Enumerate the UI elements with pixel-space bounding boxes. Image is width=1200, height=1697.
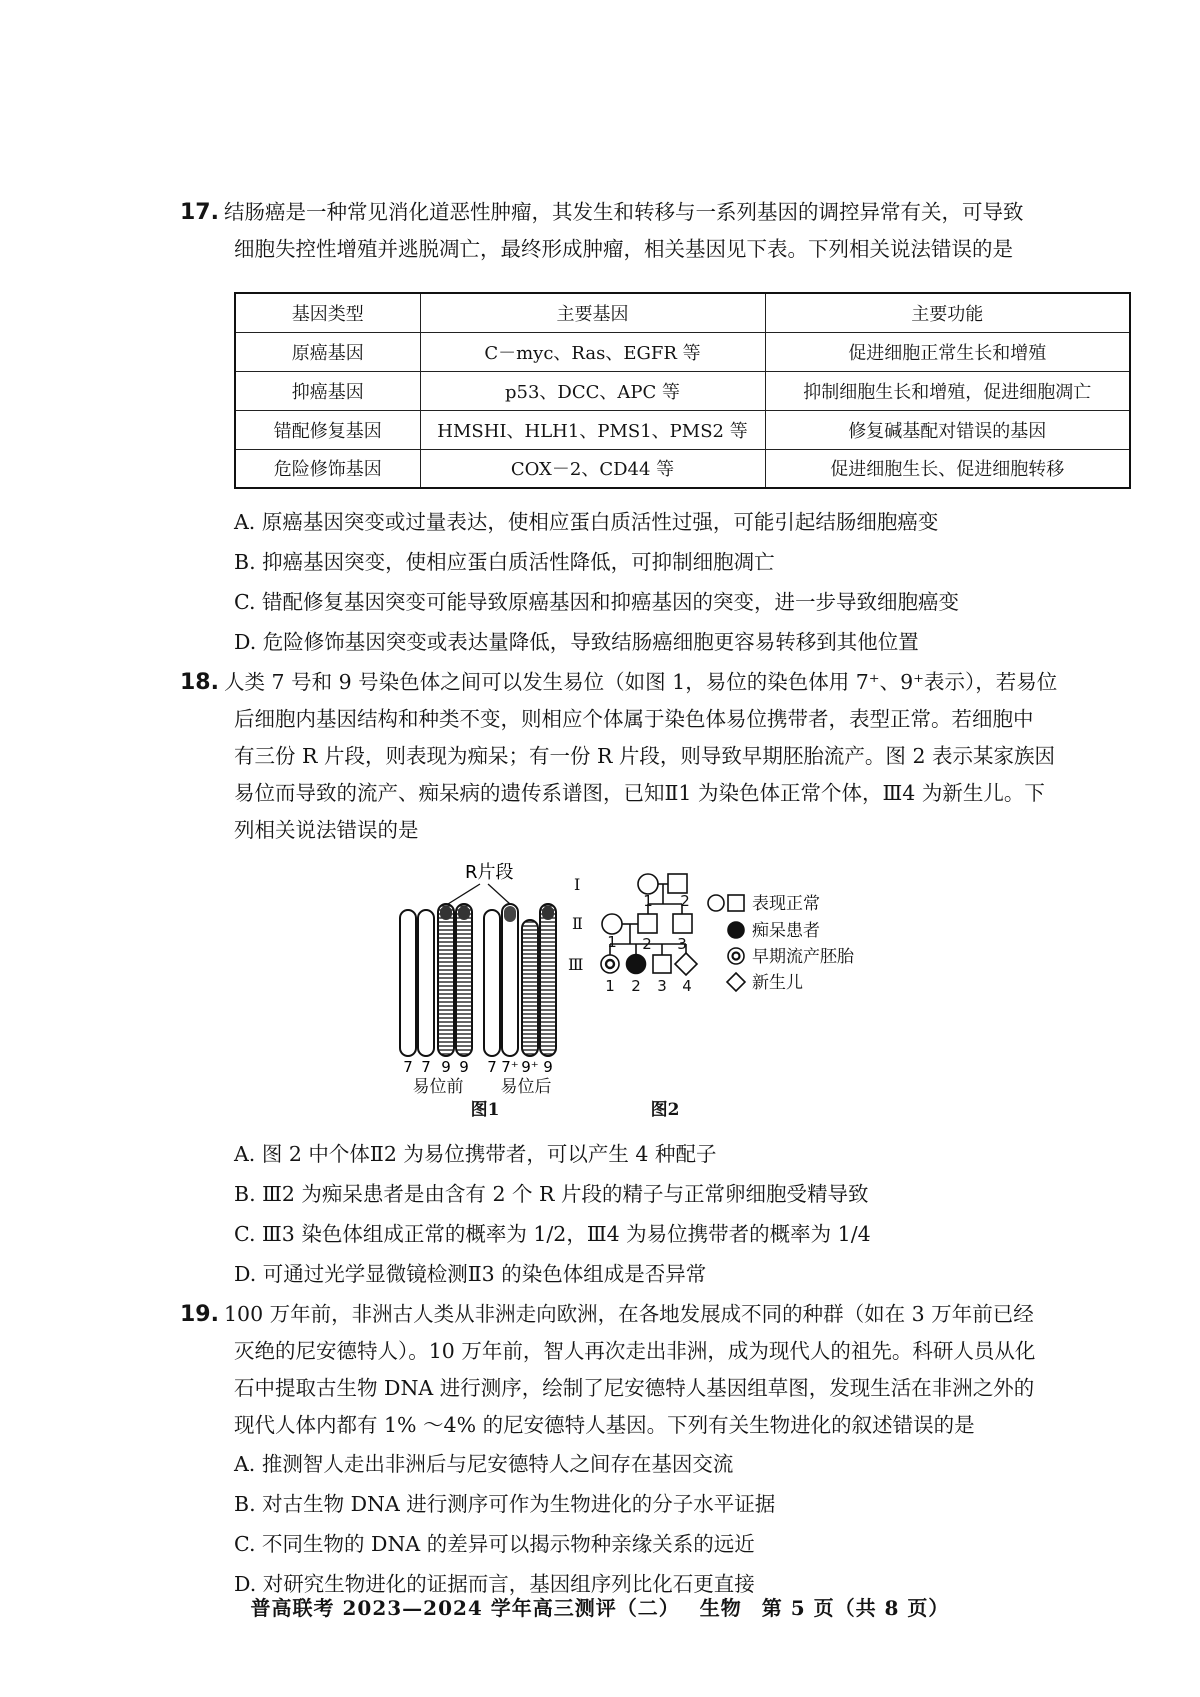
question-stem: 石中提取古生物 DNA 进行测序，绘制了尼安德特人基因组草图，发现生活在非洲之外的 <box>234 1376 1035 1400</box>
generation-label: Ⅱ <box>572 914 583 933</box>
question-stem: 易位而导致的流产、痴呆病的遗传系谱图，已知Ⅱ1 为染色体正常个体，Ⅲ4 为新生儿。下 <box>234 781 1045 805</box>
page-number: 第 5 页（共 8 页） <box>761 1596 950 1620</box>
figure-2-caption: 图2 <box>650 1100 680 1120</box>
table-cell: C－myc、Ras、EGFR 等 <box>420 332 765 371</box>
table-cell: 错配修复基因 <box>235 410 420 449</box>
option-a: A. 原癌基因突变或过量表达，使相应蛋白质活性过强，可能引起结肠细胞癌变 <box>234 510 939 534</box>
chromosome-label: 9⁺ <box>521 1058 539 1076</box>
chromosome-label: 9 <box>459 1058 469 1076</box>
r-segment-label: R片段 <box>465 862 514 883</box>
table-header-row <box>235 293 1130 332</box>
table-cell: 修复碱基配对错误的基因 <box>765 410 1130 449</box>
chromosome-7 <box>418 910 434 1056</box>
table-cell: 抑制细胞生长和增殖，促进细胞凋亡 <box>765 371 1130 410</box>
question-stem: 人类 7 号和 9 号染色体之间可以发生易位（如图 1，易位的染色体用 7⁺、9⁺表示），若易位 <box>224 670 1058 694</box>
r-segment <box>504 906 516 922</box>
individual-number: 3 <box>677 935 687 953</box>
chromosome-7 <box>400 910 416 1056</box>
option-a: A. 图 2 中个体Ⅱ2 为易位携带者，可以产生 4 种配子 <box>234 1142 717 1166</box>
chromosome-label: 9 <box>543 1058 553 1076</box>
chromosome-9 <box>540 904 556 1056</box>
individual-number: 1 <box>643 892 653 910</box>
chromosome-label: 9 <box>441 1058 451 1076</box>
table-cell: 抑癌基因 <box>235 371 420 410</box>
question-stem: 结肠癌是一种常见消化道恶性肿瘤，其发生和转移与一系列基因的调控异常有关，可导致 <box>224 200 1024 224</box>
figure-chromosome-pedigree <box>400 860 1000 1097</box>
question-18-options <box>180 1134 1130 1294</box>
gene-table <box>234 292 1131 489</box>
individual-number: 3 <box>657 977 667 995</box>
question-19 <box>180 1296 1130 1444</box>
individual-number: 2 <box>631 977 641 995</box>
legend-label: 新生儿 <box>752 973 803 993</box>
chromosome-9 <box>456 904 472 1056</box>
figure-1 <box>400 862 556 1076</box>
generation-label: Ⅰ <box>574 875 581 894</box>
question-17 <box>180 194 1130 268</box>
option-c: C. 错配修复基因突变可能导致原癌基因和抑癌基因的突变，进一步导致细胞癌变 <box>234 590 959 614</box>
option-d: D. 可通过光学显微镜检测Ⅱ3 的染色体组成是否异常 <box>234 1262 707 1286</box>
option-b: B. 对古生物 DNA 进行测序可作为生物进化的分子水平证据 <box>234 1492 776 1516</box>
question-stem: 有三份 R 片段，则表现为痴呆；有一份 R 片段，则导致早期胚胎流产。图 2 表示某家族因 <box>234 744 1056 768</box>
question-stem: 100 万年前，非洲古人类从非洲走向欧洲，在各地发展成不同的种群（如在 3 万年前已经 <box>224 1302 1034 1326</box>
option-d: D. 对研究生物进化的证据而言，基因组序列比化石更直接 <box>234 1572 755 1596</box>
individual-number: 2 <box>642 935 652 953</box>
chromosome-label: 7 <box>403 1058 413 1076</box>
table-cell: 原癌基因 <box>235 332 420 371</box>
table-cell: HMSHI、HLH1、PMS1、PMS2 等 <box>420 410 765 449</box>
question-stem: 灭绝的尼安德特人）。10 万年前，智人再次走出非洲，成为现代人的祖先。科研人员从化 <box>234 1339 1036 1363</box>
figure-label: 易位后 <box>500 1077 552 1097</box>
legend-label: 早期流产胚胎 <box>752 947 854 967</box>
table-cell: p53、DCC、APC 等 <box>420 371 765 410</box>
question-19-options <box>180 1444 1130 1604</box>
r-segment <box>440 906 452 920</box>
option-b: B. Ⅲ2 为痴呆患者是由含有 2 个 R 片段的精子与正常卵细胞受精导致 <box>234 1182 869 1206</box>
chromosome-7 <box>484 910 500 1056</box>
table-row <box>235 332 1130 371</box>
individual-number: 1 <box>607 933 617 951</box>
option-b: B. 抑癌基因突变，使相应蛋白质活性降低，可抑制细胞凋亡 <box>234 550 775 574</box>
chromosome-label: 7 <box>421 1058 431 1076</box>
generation-label: Ⅲ <box>568 955 584 974</box>
question-stem: 现代人体内都有 1% ～4% 的尼安德特人基因。下列有关生物进化的叙述错误的是 <box>234 1413 975 1437</box>
question-stem: 列相关说法错误的是 <box>234 818 419 842</box>
chromosome-label: 7⁺ <box>501 1058 519 1076</box>
subject-label: 生物 <box>699 1596 742 1620</box>
legend-label: 痴呆患者 <box>752 921 820 941</box>
individual-number: 2 <box>680 892 690 910</box>
option-a: A. 推测智人走出非洲后与尼安德特人之间存在基因交流 <box>234 1452 734 1476</box>
table-header: 主要基因 <box>420 293 765 332</box>
question-18 <box>180 664 1130 849</box>
question-17-options <box>180 502 1130 662</box>
individual-number: 1 <box>605 977 615 995</box>
legend-label: 表现正常 <box>752 894 820 914</box>
table-row <box>235 410 1130 449</box>
table-cell: COX－2、CD44 等 <box>420 449 765 488</box>
table-cell: 促进细胞正常生长和增殖 <box>765 332 1130 371</box>
chromosome-label: 7 <box>487 1058 497 1076</box>
question-number: 17. <box>180 200 219 225</box>
question-stem: 细胞失控性增殖并逃脱凋亡，最终形成肿瘤，相关基因见下表。下列相关说法错误的是 <box>234 237 1013 261</box>
individual-number: 4 <box>682 977 692 995</box>
table-header: 基因类型 <box>235 293 420 332</box>
r-segment <box>458 906 470 920</box>
table-row <box>235 449 1130 488</box>
table-cell: 危险修饰基因 <box>235 449 420 488</box>
table-cell: 促进细胞生长、促进细胞转移 <box>765 449 1130 488</box>
chromosome-9 <box>438 904 454 1056</box>
option-d: D. 危险修饰基因突变或表达量降低，导致结肠癌细胞更容易转移到其他位置 <box>234 630 919 654</box>
exam-title: 普高联考 2023—2024 学年高三测评（二） <box>250 1596 680 1620</box>
option-c: C. Ⅲ3 染色体组成正常的概率为 1/2，Ⅲ4 为易位携带者的概率为 1/4 <box>234 1222 871 1246</box>
question-number: 18. <box>180 670 219 695</box>
chromosome-9-translocated <box>522 920 538 1056</box>
page-footer <box>0 1592 1200 1621</box>
pedigree-legend <box>708 895 745 991</box>
chromosome-7-translocated <box>502 904 518 1056</box>
figure-2 <box>601 874 697 975</box>
question-stem: 后细胞内基因结构和种类不变，则相应个体属于染色体易位携带者，表型正常。若细胞中 <box>234 707 1034 731</box>
question-number: 19. <box>180 1302 219 1327</box>
table-header: 主要功能 <box>765 293 1130 332</box>
figure-label: 易位前 <box>412 1077 464 1097</box>
figure-1-caption: 图1 <box>470 1100 500 1120</box>
r-segment <box>542 906 554 920</box>
table-row <box>235 371 1130 410</box>
option-c: C. 不同生物的 DNA 的差异可以揭示物种亲缘关系的远近 <box>234 1532 755 1556</box>
